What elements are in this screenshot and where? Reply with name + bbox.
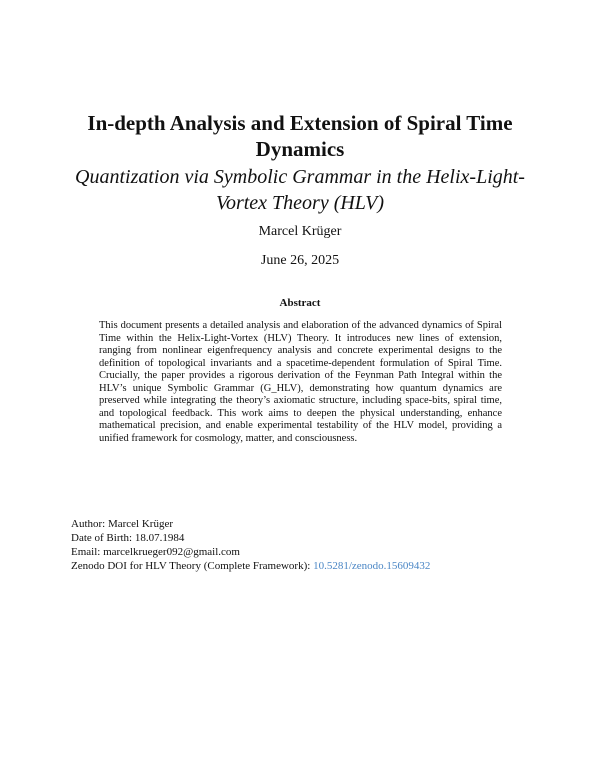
title-block: [60, 110, 540, 216]
author-name: Marcel Krüger: [258, 224, 342, 239]
abstract-body: This document presents a detailed analysis and elaboration of the advanced dynamics of Spiral Time within the Helix-Light-Vortex (HLV) Theory. It introduces new lines of extension, ranging from nonlinear eigenfrequency analysis and concrete experimental designs to the definition of topological invariants and a spacetime-dependent formulation of Spiral Time. Crucially, the paper provides a rigorous derivation of the Feynman Path Integral within the HLV’s unique Symbolic Grammar (G_HLV), demonstrating how quantum dynamics are preserved while integrating the theory’s axiomatic structure, including space-bits, spiral time, and topological feedback. This work aims to deepen the physical understanding, enhance mathematical precision, and enable experimental testability of the HLV model, providing a unified framework for cosmology, matter, and consciousness.: [99, 320, 502, 444]
meta-doi: [71, 559, 430, 573]
meta-date-of-birth: Date of Birth: 18.07.1984: [71, 532, 185, 544]
paper-subtitle: Quantization via Symbolic Grammar in the Helix-Light-Vortex Theory (HLV): [75, 166, 525, 214]
doi-link[interactable]: 10.5281/zenodo.15609432: [313, 560, 431, 572]
publication-date: June 26, 2025: [260, 253, 340, 268]
meta-author: Author: Marcel Krüger: [71, 518, 174, 530]
doi-label: Zenodo DOI for HLV Theory (Complete Framework):: [71, 560, 314, 572]
paper-title: In-depth Analysis and Extension of Spiral Time Dynamics: [87, 111, 513, 161]
abstract-heading: Abstract: [279, 297, 321, 309]
author-metadata: [71, 517, 430, 573]
meta-email: Email: marcelkrueger092@gmail.com: [71, 546, 240, 558]
